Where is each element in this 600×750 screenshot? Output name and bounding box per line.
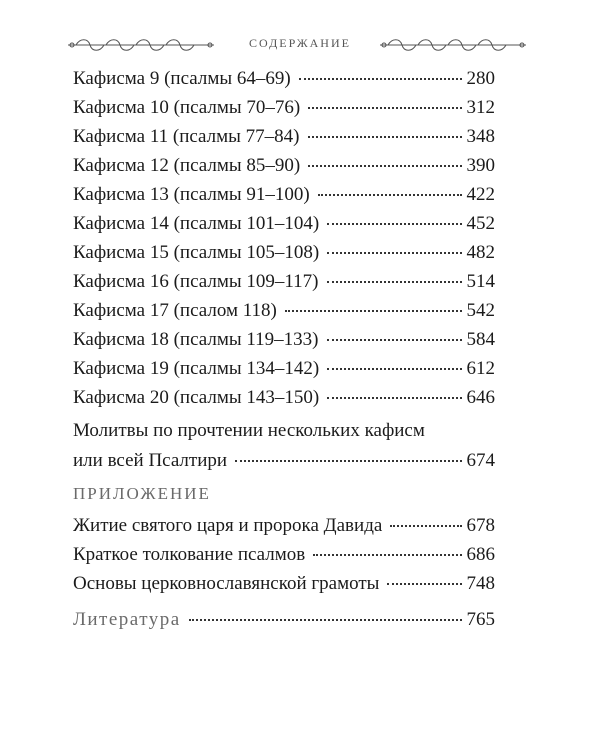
toc-entry[interactable] bbox=[73, 180, 495, 209]
section-heading-appendix: ПРИЛОЖЕНИЕ bbox=[73, 484, 211, 503]
toc-entry-page: 584 bbox=[466, 329, 495, 350]
toc-entry[interactable] bbox=[73, 267, 495, 296]
toc-entry-page: 482 bbox=[466, 242, 495, 263]
toc-entry-label-line1: Молитвы по прочтении нескольких кафисм bbox=[73, 420, 425, 441]
toc-entry[interactable] bbox=[73, 383, 495, 412]
toc-entry-literature[interactable] bbox=[73, 605, 495, 634]
toc-entry-label: Кафисма 11 (псалмы 77–84) bbox=[73, 126, 300, 147]
dot-leader bbox=[189, 617, 462, 621]
toc-entry[interactable] bbox=[73, 209, 495, 238]
toc-entry-page: 514 bbox=[466, 271, 495, 292]
toc-entry-page: 542 bbox=[466, 300, 495, 321]
toc-entry-label: Литература bbox=[73, 609, 181, 630]
toc-entry-label: Житие святого царя и пророка Давида bbox=[73, 515, 383, 536]
toc-entry[interactable] bbox=[73, 64, 495, 93]
toc-entry-label: Кафисма 12 (псалмы 85–90) bbox=[73, 155, 301, 176]
literature-section bbox=[73, 605, 495, 634]
dot-leader bbox=[327, 337, 462, 341]
dot-leader bbox=[390, 523, 461, 527]
dot-leader bbox=[327, 395, 461, 399]
toc-entry-label: Кафисма 18 (псалмы 119–133) bbox=[73, 329, 319, 350]
toc-entry-line2 bbox=[73, 446, 495, 475]
toc-entry-label: Кафисма 17 (псалом 118) bbox=[73, 300, 277, 321]
toc-entry-page: 678 bbox=[466, 515, 495, 536]
toc-entry-page: 612 bbox=[466, 358, 495, 379]
dot-leader bbox=[235, 458, 461, 462]
dot-leader bbox=[327, 250, 461, 254]
toc-entry-page: 452 bbox=[466, 213, 495, 234]
toc-entry[interactable] bbox=[73, 296, 495, 325]
appendix-list bbox=[73, 511, 495, 598]
dot-leader bbox=[308, 134, 462, 138]
toc-entry-page: 748 bbox=[466, 573, 495, 594]
toc-entry-page: 686 bbox=[466, 544, 495, 565]
toc-entry-label: Кафисма 16 (псалмы 109–117) bbox=[73, 271, 319, 292]
toc-entry[interactable] bbox=[73, 540, 495, 569]
dot-leader bbox=[299, 76, 462, 80]
toc-entry-label-line2: или всей Псалтири bbox=[73, 450, 228, 471]
toc-entry-label: Кафисма 14 (псалмы 101–104) bbox=[73, 213, 320, 234]
dot-leader bbox=[308, 163, 461, 167]
toc-entry[interactable] bbox=[73, 325, 495, 354]
toc-entry-label: Основы церковнославянской грамоты bbox=[73, 573, 380, 594]
toc-entry-label: Кафисма 13 (псалмы 91–100) bbox=[73, 184, 310, 205]
toc-entry-label: Краткое толкование псалмов bbox=[73, 544, 306, 565]
toc-entry[interactable] bbox=[73, 238, 495, 267]
toc-entry-page: 280 bbox=[466, 68, 495, 89]
toc-entry-page: 422 bbox=[466, 184, 495, 205]
toc-entry-page: 674 bbox=[466, 450, 495, 471]
dot-leader bbox=[327, 279, 462, 283]
toc-entry[interactable] bbox=[73, 93, 495, 122]
dot-leader bbox=[387, 581, 461, 585]
toc-entry-page: 646 bbox=[466, 387, 495, 408]
toc-entry[interactable] bbox=[73, 122, 495, 151]
toc-entry-label: Кафисма 15 (псалмы 105–108) bbox=[73, 242, 320, 263]
dot-leader bbox=[285, 308, 462, 312]
toc-entry-prayers[interactable] bbox=[73, 416, 495, 475]
dot-leader bbox=[308, 105, 461, 109]
toc-entry[interactable] bbox=[73, 354, 495, 383]
toc-entry-label: Кафисма 10 (псалмы 70–76) bbox=[73, 97, 301, 118]
toc-entry-label: Кафисма 20 (псалмы 143–150) bbox=[73, 387, 320, 408]
running-title: СОДЕРЖАНИЕ bbox=[249, 36, 351, 50]
toc-entry[interactable] bbox=[73, 151, 495, 180]
dot-leader bbox=[313, 552, 461, 556]
toc-entry-page: 348 bbox=[466, 126, 495, 147]
page-header bbox=[0, 33, 600, 57]
dot-leader bbox=[318, 192, 462, 196]
dot-leader bbox=[327, 366, 461, 370]
toc-entry[interactable] bbox=[73, 569, 495, 598]
ornament-right-icon bbox=[378, 37, 528, 53]
toc-entry-page: 765 bbox=[466, 609, 495, 630]
dot-leader bbox=[327, 221, 461, 225]
toc-entry-page: 312 bbox=[466, 97, 495, 118]
kathisma-list bbox=[73, 64, 495, 412]
toc-entry-page: 390 bbox=[466, 155, 495, 176]
toc-entry-label: Кафисма 9 (псалмы 64–69) bbox=[73, 68, 291, 89]
toc-entry-label: Кафисма 19 (псалмы 134–142) bbox=[73, 358, 320, 379]
toc-entry[interactable] bbox=[73, 511, 495, 540]
